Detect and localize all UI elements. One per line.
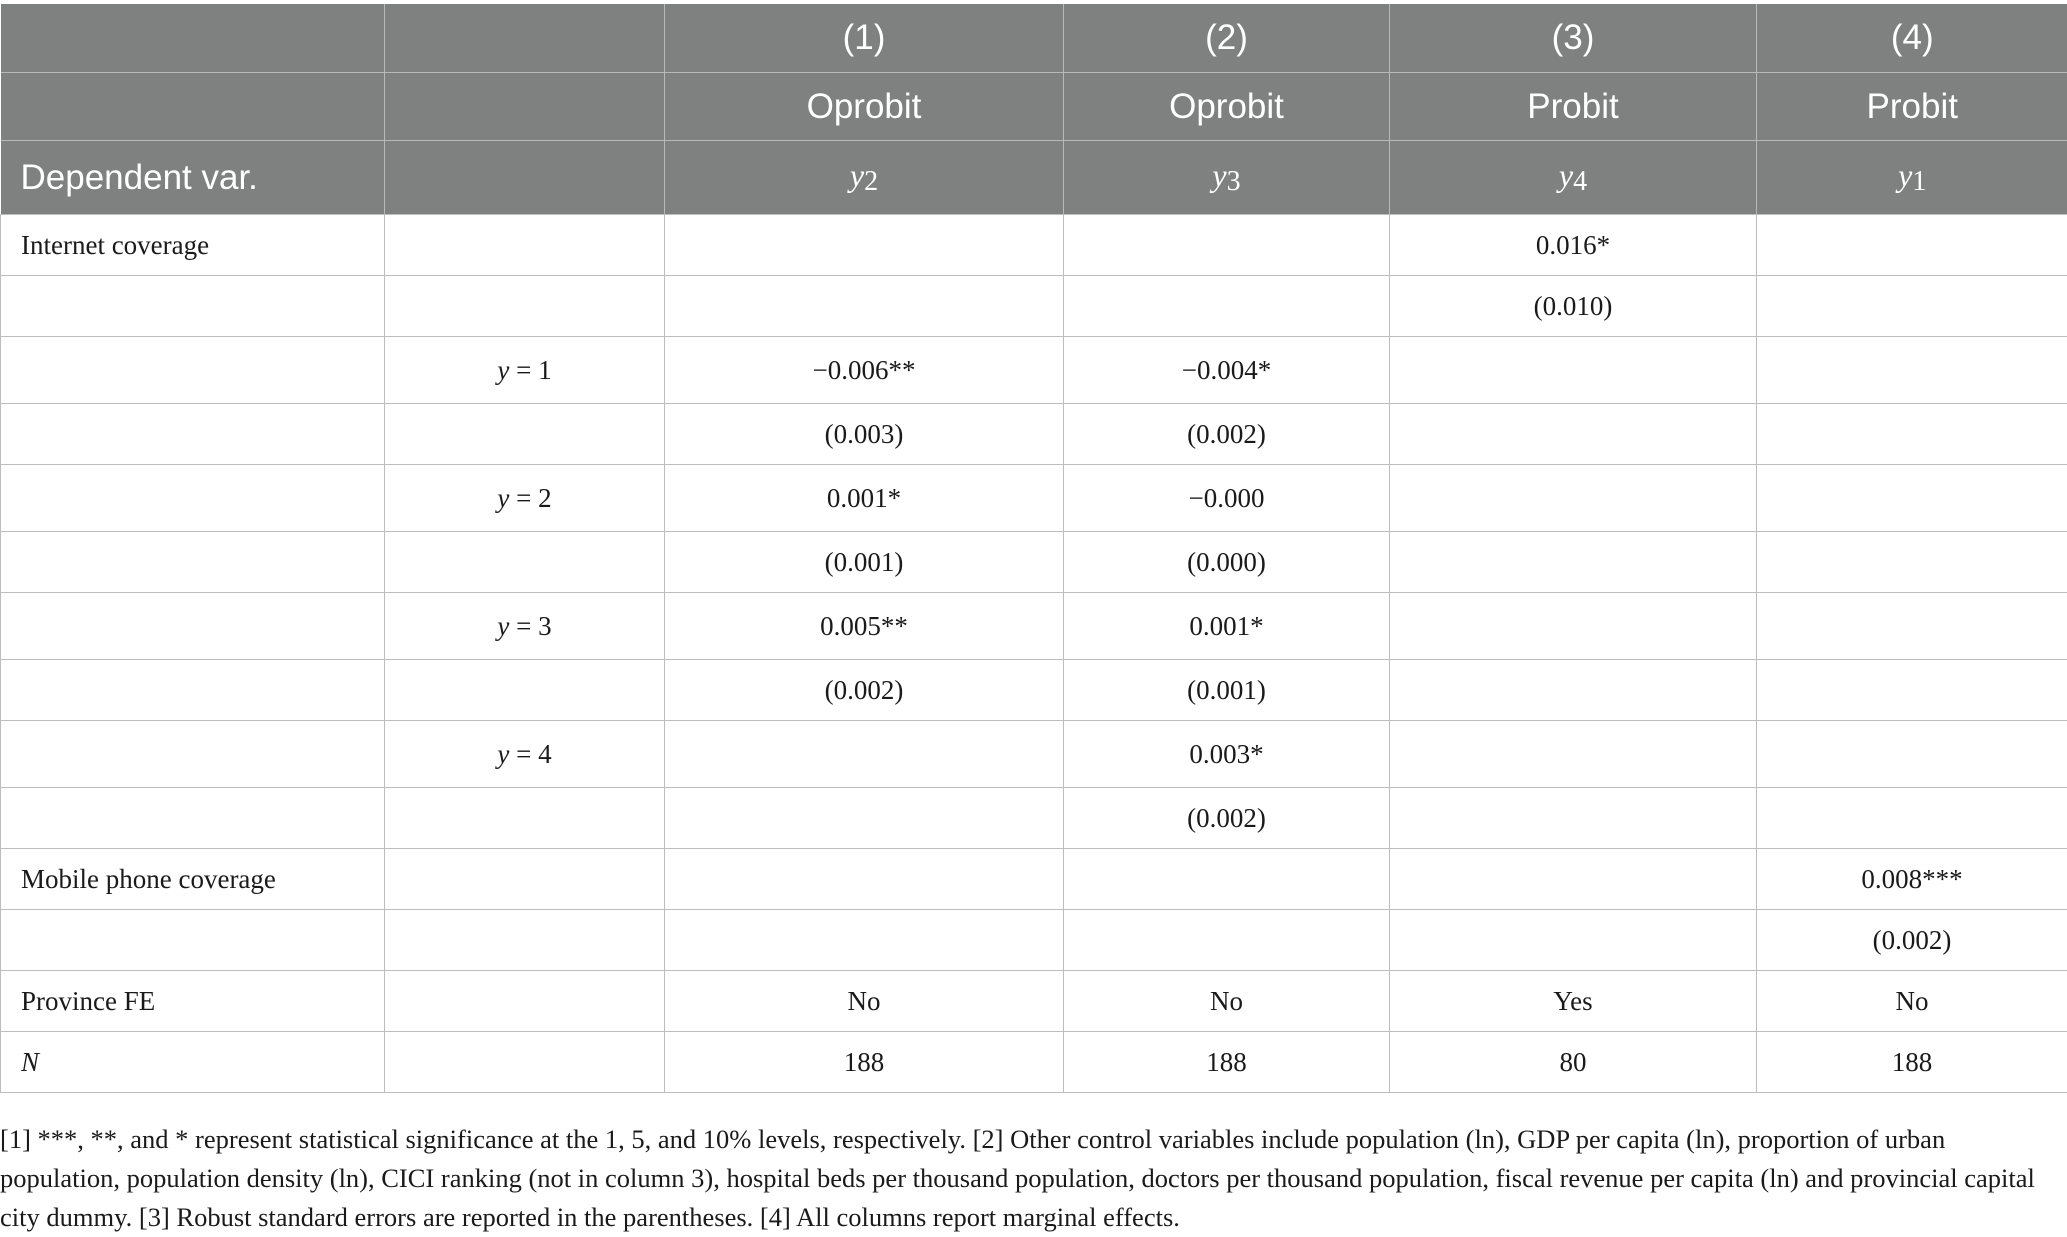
table-cell [1390,465,1757,532]
model-label-2: Oprobit [1064,73,1390,141]
table-cell: 0.016* [1390,215,1757,276]
table-cell: 188 [665,1032,1064,1093]
table-cell: 0.005** [665,593,1064,660]
table-row [1,971,2067,1032]
table-row [1,276,2067,337]
row-sublabel [385,276,665,337]
dependent-var-1: $y_2$ [665,141,1064,215]
outcome-level-label: y = 1 [385,337,665,404]
column-number-4: (4) [1757,4,2067,73]
row-label: N [1,1032,385,1093]
dependent-var-4: $y_1$ [1757,141,2067,215]
table-cell: No [1757,971,2067,1032]
table-cell [1390,849,1757,910]
row-sublabel [385,532,665,593]
table-cell: No [1064,971,1390,1032]
row-sublabel [385,910,665,971]
table-cell [1390,532,1757,593]
row-label [1,276,385,337]
table-cell: (0.001) [1064,660,1390,721]
table-cell: 0.008*** [1757,849,2067,910]
table-cell [1064,215,1390,276]
table-cell [1757,276,2067,337]
row-label [1,660,385,721]
model-label-3: Probit [1390,73,1757,141]
row-label [1,721,385,788]
outcome-level-label: y = 3 [385,593,665,660]
table-row [1,593,2067,660]
table-row [1,660,2067,721]
table-cell [1757,465,2067,532]
table-cell [665,721,1064,788]
row-label [1,404,385,465]
table-cell [1757,215,2067,276]
row-sublabel [385,404,665,465]
dependent-var-3: $y_4$ [1390,141,1757,215]
header-row-models [1,73,2067,141]
table-cell: (0.002) [665,660,1064,721]
table-cell: 188 [1064,1032,1390,1093]
header-row-column-numbers [1,4,2067,73]
header-empty-cell [1,73,385,141]
row-sublabel [385,660,665,721]
outcome-level-label: y = 2 [385,465,665,532]
row-sublabel [385,849,665,910]
table-cell [1390,910,1757,971]
header-empty-cell [385,141,665,215]
table-body [1,215,2067,1093]
table-cell [1757,721,2067,788]
column-number-3: (3) [1390,4,1757,73]
table-row [1,1032,2067,1093]
header-empty-cell [1,4,385,73]
table-row [1,532,2067,593]
table-cell: (0.002) [1064,404,1390,465]
table-header [1,4,2067,215]
table-cell: (0.000) [1064,532,1390,593]
table-cell [665,849,1064,910]
table-row [1,788,2067,849]
table-cell: (0.003) [665,404,1064,465]
table-cell [1390,660,1757,721]
row-label: Internet coverage [1,215,385,276]
table-cell [1390,593,1757,660]
model-label-4: Probit [1757,73,2067,141]
regression-table [0,4,2067,1093]
row-label: Province FE [1,971,385,1032]
dependent-var-2: $y_3$ [1064,141,1390,215]
header-row-dependent-vars [1,141,2067,215]
table-cell [1757,532,2067,593]
header-empty-cell [385,73,665,141]
table-cell: 0.003* [1064,721,1390,788]
table-cell: No [665,971,1064,1032]
table-cell [1757,660,2067,721]
table-cell [1390,337,1757,404]
table-row [1,215,2067,276]
table-cell: 80 [1390,1032,1757,1093]
table-cell [1064,910,1390,971]
column-number-1: (1) [665,4,1064,73]
table-cell [1757,404,2067,465]
table-cell: 0.001* [1064,593,1390,660]
row-sublabel [385,788,665,849]
table-row [1,849,2067,910]
regression-table-container [0,4,2067,1093]
row-label [1,910,385,971]
row-label [1,788,385,849]
table-cell [665,910,1064,971]
table-cell [665,788,1064,849]
table-cell [1757,337,2067,404]
table-cell [1390,721,1757,788]
table-row [1,910,2067,971]
table-row [1,465,2067,532]
row-label: Mobile phone coverage [1,849,385,910]
table-cell: −0.000 [1064,465,1390,532]
table-cell: 188 [1757,1032,2067,1093]
table-footnotes: [1] ***, **, and * represent statistical significance at the 1, 5, and 10% levels, respectively. [2] Other control variables include population (ln), GDP per capita (ln), proportion of urban population, population density (ln), CICI ranking (not in column 3), hospital beds per thousand population, doctors per thousand population, fiscal revenue per capita (ln) and provincial capital city dummy. [3] Robust standard errors are reported in the parentheses. [4] All columns report marginal effects. [0,1120,2040,1237]
header-empty-cell [385,4,665,73]
table-cell: −0.004* [1064,337,1390,404]
table-cell [1390,404,1757,465]
table-cell [1757,788,2067,849]
row-label [1,593,385,660]
row-sublabel [385,1032,665,1093]
row-sublabel [385,215,665,276]
table-cell: (0.010) [1390,276,1757,337]
column-number-2: (2) [1064,4,1390,73]
table-row [1,337,2067,404]
table-cell: −0.006** [665,337,1064,404]
row-label [1,532,385,593]
table-cell [1390,788,1757,849]
table-cell [1064,849,1390,910]
table-row [1,721,2067,788]
table-cell: (0.002) [1064,788,1390,849]
table-row [1,404,2067,465]
table-cell: (0.002) [1757,910,2067,971]
row-sublabel [385,971,665,1032]
table-cell: 0.001* [665,465,1064,532]
table-cell: (0.001) [665,532,1064,593]
table-cell [665,215,1064,276]
model-label-1: Oprobit [665,73,1064,141]
table-cell [1064,276,1390,337]
outcome-level-label: y = 4 [385,721,665,788]
dependent-var-label: Dependent var. [1,141,385,215]
table-cell: Yes [1390,971,1757,1032]
table-cell [665,276,1064,337]
table-cell [1757,593,2067,660]
row-label [1,337,385,404]
row-label [1,465,385,532]
